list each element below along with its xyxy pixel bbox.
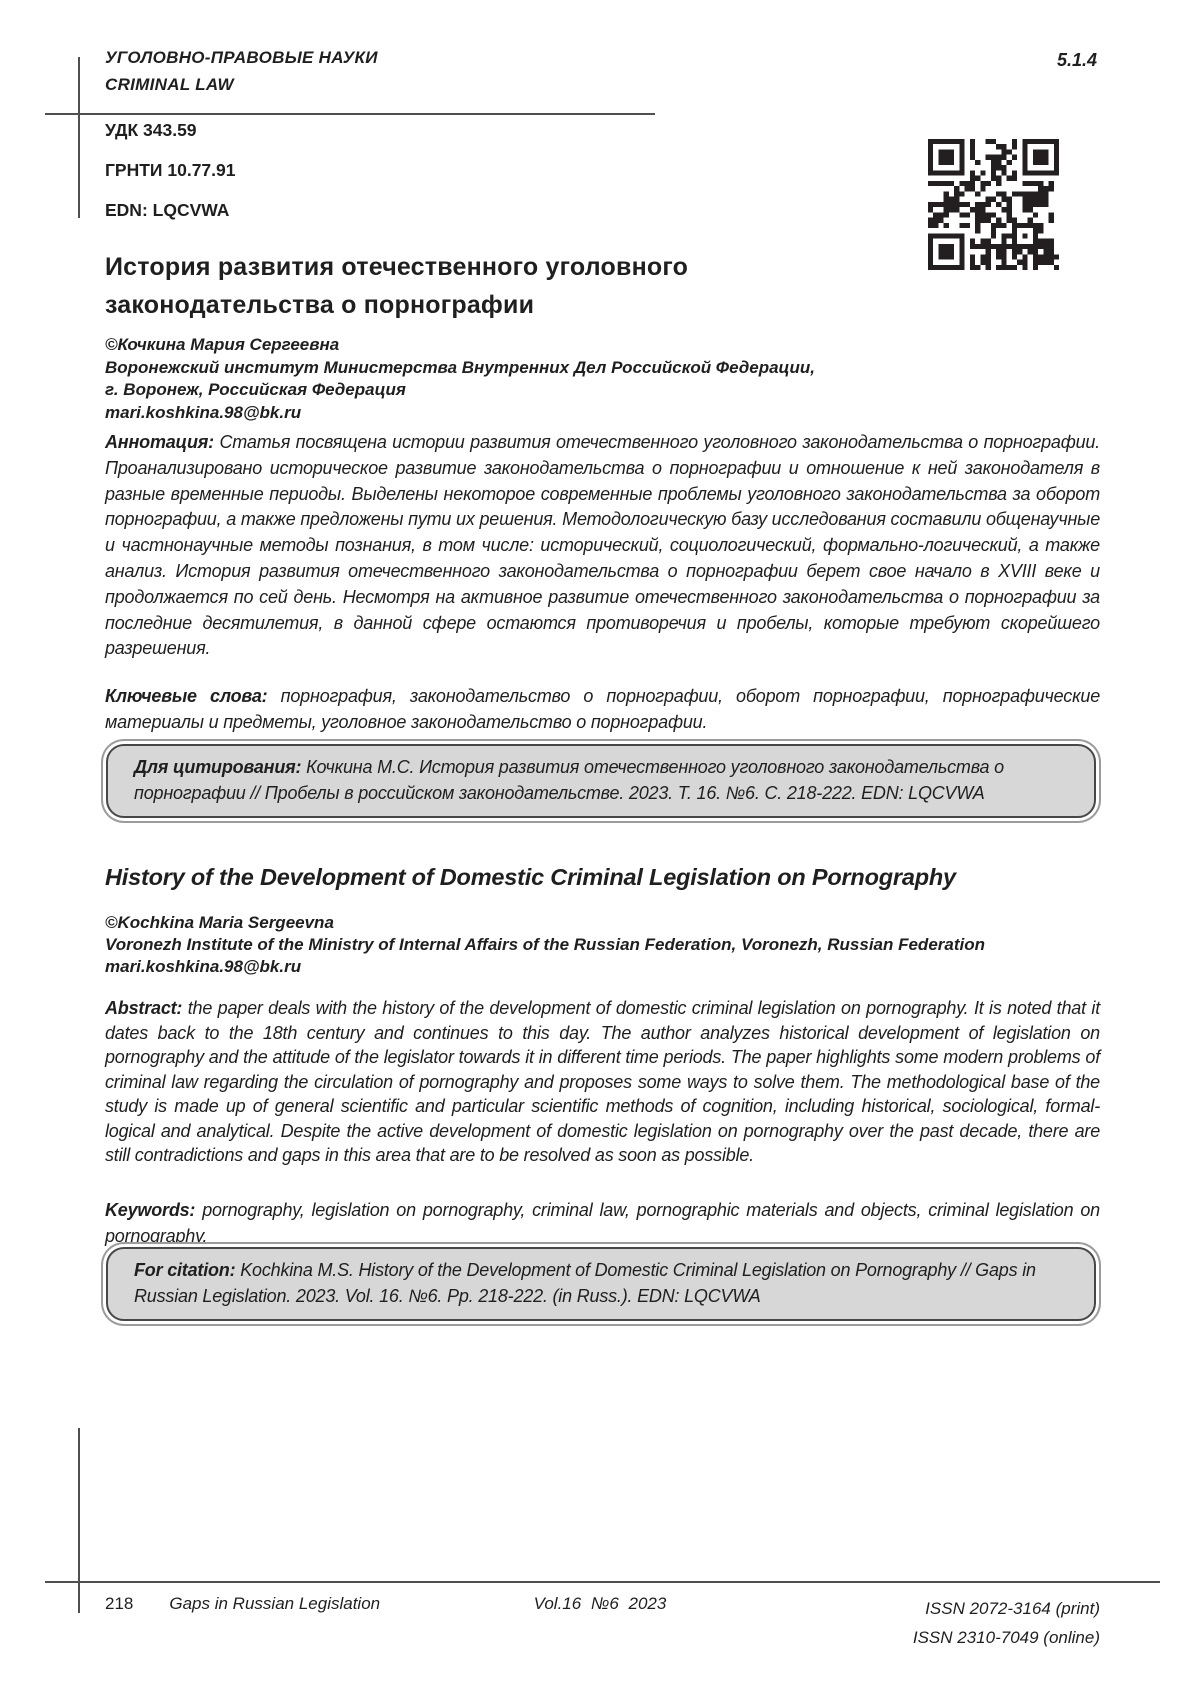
page-number: 218 bbox=[105, 1594, 134, 1613]
abstract-text-ru: Статья посвящена истории развития отечественного уголовного законодательства о порнографии. Проанализировано историческое развитие законодательства о порнографии и отношение к ней законодателя в разные временные периоды. Выделены некоторое современные проблемы уголовного законодательства за оборот порнографии, а также предложены пути их решения. Методологическую базу исследования составили общенаучные и частнонаучные методы познания, в том числе: исторический, социологический, формально-логический, а также анализ. История развития отечественного законодательства о порнографии берет свое начало в XVIII веке и продолжается по сей день. Несмотря на активное развитие отечественного законодательства о порнографии за последние десятилетия, в данной сфере остаются противоречия и пробелы, которые требуют скорейшего разрешения. bbox=[105, 432, 1100, 659]
author-name-en: ©Kochkina Maria Sergeevna bbox=[105, 913, 334, 932]
article-codes bbox=[105, 120, 235, 240]
abstract-label-en: Abstract: bbox=[105, 998, 183, 1018]
udk-code: УДК 343.59 bbox=[105, 120, 197, 140]
header-rule bbox=[45, 113, 655, 115]
abstract-text-en: the paper deals with the history of the development of domestic criminal legislation on pornography. It is noted that it dates back to the 18th century and continues to this day. The author analyzes historical development of legislation on pornography and the attitude of the legislator towards it in different time periods. The paper highlights some modern problems of criminal law regarding the circulation of pornography and proposes some ways to solve them. The methodological base of the study is made up of general scientific and particular scientific methods of cognition, including historical, sociological, formal-logical and analytical. Despite the active development of domestic legislation on pornography over the past decade, there are still contradictions and gaps in this area that are to be resolved as soon as possible. bbox=[105, 998, 1100, 1165]
footer-rule bbox=[45, 1581, 1160, 1583]
citation-box-ru bbox=[106, 744, 1096, 818]
author-email-ru: mari.koshkina.98@bk.ru bbox=[105, 402, 302, 422]
author-email-en: mari.koshkina.98@bk.ru bbox=[105, 957, 302, 976]
citation-text-ru: Кочкина М.С. История развития отечественного уголовного законодательства о порнографии // Пробелы в российском законодательстве. 2023. Т. 16. №6. С. 218-222. EDN: LQCVWA bbox=[134, 757, 1004, 803]
affiliation-ru-2: г. Воронеж, Российская Федерация bbox=[105, 380, 406, 399]
left-margin-line-bottom bbox=[78, 1428, 80, 1613]
keywords-label-en: Keywords: bbox=[105, 1200, 196, 1220]
author-name-ru: ©Кочкина Мария Сергеевна bbox=[105, 335, 340, 354]
qr-code-icon bbox=[928, 139, 1059, 270]
citation-label-ru: Для цитирования: bbox=[134, 757, 302, 777]
footer-issn bbox=[700, 1594, 1100, 1652]
keywords-text-ru: порнография, законодательство о порнографии, оборот порнографии, порнографические материалы и предметы, уголовное законодательство о порнографии. bbox=[105, 686, 1101, 732]
citation-label-en: For citation: bbox=[134, 1260, 236, 1280]
citation-box-en bbox=[106, 1247, 1096, 1321]
abstract-en bbox=[105, 996, 1100, 1168]
author-block-en bbox=[105, 912, 985, 978]
rubric-russian: УГОЛОВНО-ПРАВОВЫЕ НАУКИ bbox=[105, 48, 378, 67]
rubric-english: CRIMINAL LAW bbox=[105, 75, 234, 94]
affiliation-en: Voronezh Institute of the Ministry of Internal Affairs of the Russian Federation, Voronezh, Russian Federation bbox=[105, 935, 985, 954]
issn-online: ISSN 2310-7049 (online) bbox=[912, 1628, 1100, 1647]
citation-text-en: Kochkina M.S. History of the Development of Domestic Criminal Legislation on Pornography // Gaps in Russian Legislation. 2023. Vol. 16. №6. Pp. 218-222. (in Russ.). EDN: LQCVWA bbox=[134, 1260, 1036, 1306]
footer-volume: Vol.16 №6 2023 bbox=[533, 1594, 667, 1613]
article-title-en: History of the Development of Domestic Criminal Legislation on Pornography bbox=[105, 864, 956, 890]
edn-code: EDN: LQCVWA bbox=[105, 200, 230, 220]
keywords-en bbox=[105, 1198, 1100, 1250]
author-block-ru bbox=[105, 334, 815, 424]
keywords-label-ru: Ключевые слова: bbox=[105, 686, 268, 706]
keywords-text-en: pornography, legislation on pornography, criminal law, pornographic materials and objects, criminal legislation on pornography. bbox=[105, 1200, 1100, 1246]
abstract-label-ru: Аннотация: bbox=[105, 432, 214, 452]
left-margin-line-top bbox=[78, 57, 80, 218]
affiliation-ru-1: Воронежский институт Министерства Внутренних Дел Российской Федерации, bbox=[105, 357, 816, 377]
specialty-code: 5.1.4 bbox=[1056, 50, 1097, 70]
journal-name: Gaps in Russian Legislation bbox=[169, 1594, 381, 1613]
abstract-ru bbox=[105, 430, 1100, 662]
article-title-ru: История развития отечественного уголовного законодательства о порнографии bbox=[105, 253, 689, 319]
grnti-code: ГРНТИ 10.77.91 bbox=[105, 160, 236, 180]
keywords-ru bbox=[105, 684, 1100, 736]
section-rubric bbox=[105, 44, 378, 98]
footer-left bbox=[105, 1594, 380, 1614]
issn-print: ISSN 2072-3164 (print) bbox=[925, 1599, 1100, 1618]
